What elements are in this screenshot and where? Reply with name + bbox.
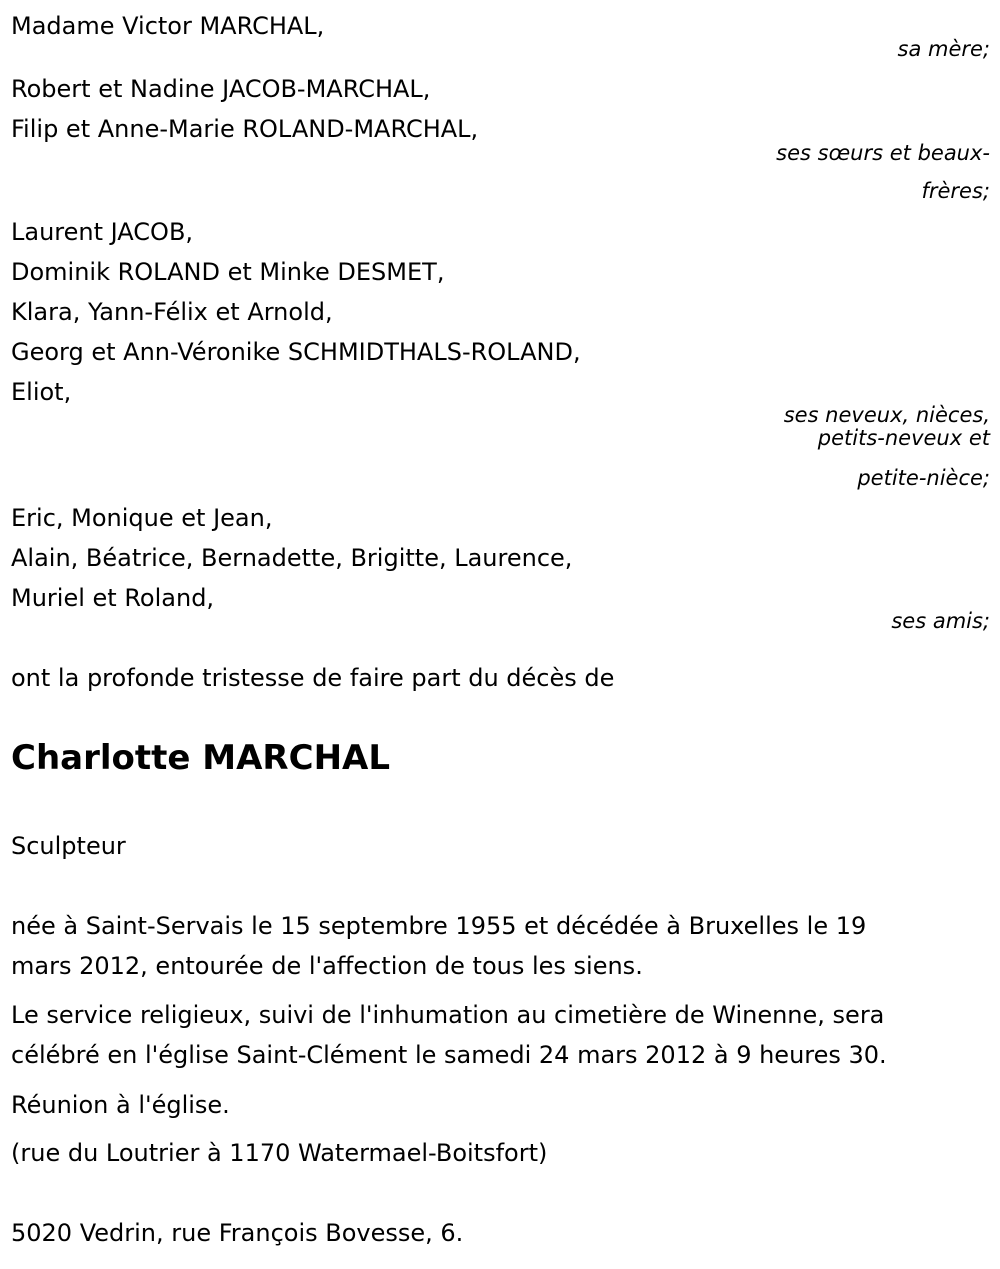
meeting-text: Réunion à l'église.: [11, 1091, 230, 1119]
nephew-line-3: Klara, Yann-Félix et Arnold,: [11, 298, 333, 326]
friend-line-1: Eric, Monique et Jean,: [11, 504, 273, 532]
nephews-relation-line-1: ses neveux, nièces,: [783, 403, 990, 427]
sister-line-1: Robert et Nadine JACOB-MARCHAL,: [11, 75, 431, 103]
nephew-line-5: Eliot,: [11, 378, 72, 406]
nephew-line-1: Laurent JACOB,: [11, 218, 194, 246]
announcement: ont la profonde tristesse de faire part du décès de: [11, 664, 615, 692]
service-line-2: célébré en l'église Saint-Clément le samedi 24 mars 2012 à 9 heures 30.: [11, 1041, 887, 1069]
nephews-relation-line-3: petite-nièce;: [857, 466, 990, 490]
nephew-line-2: Dominik ROLAND et Minke DESMET,: [11, 258, 445, 286]
profession: Sculpteur: [11, 832, 126, 860]
nephews-relation-line-2: petits-neveux et: [817, 426, 990, 450]
sister-line-2: Filip et Anne-Marie ROLAND-MARCHAL,: [11, 115, 479, 143]
friend-line-2: Alain, Béatrice, Bernadette, Brigitte, Laurence,: [11, 544, 573, 572]
mother-line: Madame Victor MARCHAL,: [11, 12, 325, 40]
birth-death-line-1: née à Saint-Servais le 15 septembre 1955 et décédée à Bruxelles le 19: [11, 912, 867, 940]
friend-line-3: Muriel et Roland,: [11, 584, 215, 612]
friends-relation: ses amis;: [891, 609, 990, 633]
home-address: 5020 Vedrin, rue François Bovesse, 6.: [11, 1219, 464, 1247]
church-address: (rue du Loutrier à 1170 Watermael-Boitsfort): [11, 1139, 548, 1167]
sisters-relation-line-2: frères;: [921, 179, 990, 203]
mother-relation: sa mère;: [897, 37, 990, 61]
nephew-line-4: Georg et Ann-Véronike SCHMIDTHALS-ROLAND,: [11, 338, 581, 366]
birth-death-line-2: mars 2012, entourée de l'affection de tous les siens.: [11, 952, 643, 980]
service-line-1: Le service religieux, suivi de l'inhumation au cimetière de Winenne, sera: [11, 1001, 885, 1029]
deceased-name: Charlotte MARCHAL: [11, 738, 390, 778]
sisters-relation-line-1: ses sœurs et beaux-: [776, 141, 990, 165]
